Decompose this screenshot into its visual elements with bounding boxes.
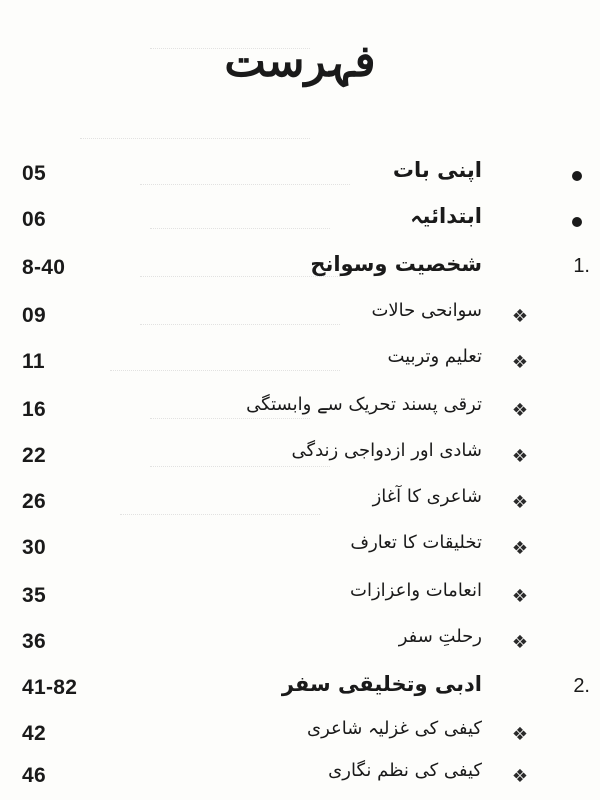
diamond-bullet-icon: ❖	[511, 632, 528, 653]
toc-row	[0, 440, 600, 480]
toc-row	[0, 760, 600, 800]
toc-page-number: 09	[22, 304, 46, 327]
toc-row	[0, 626, 600, 666]
toc-row	[0, 580, 600, 620]
toc-entry-title: انعامات واعزازات	[350, 580, 482, 601]
toc-row	[0, 346, 600, 386]
toc-entry-title: کیفی کی نظم نگاری	[328, 760, 482, 781]
toc-row	[0, 718, 600, 758]
toc-row	[0, 532, 600, 572]
diamond-bullet-icon: ❖	[511, 446, 528, 467]
toc-page-number: 41-82	[22, 676, 78, 699]
diamond-bullet-icon: ❖	[511, 306, 528, 327]
toc-entry-title: ادبی وتخلیقی سفر	[281, 672, 482, 696]
toc-row	[0, 486, 600, 526]
toc-entry-title: اپنی بات	[392, 158, 482, 182]
toc-page-number: 36	[22, 630, 46, 653]
toc-entry-title: شادی اور ازدواجی زندگی	[291, 440, 482, 461]
diamond-bullet-icon: ❖	[511, 766, 528, 787]
toc-page-number: 8-40	[22, 256, 66, 279]
toc-page-number: 42	[22, 722, 46, 745]
bullet-icon	[572, 171, 582, 181]
toc-row	[0, 672, 600, 712]
toc-row	[0, 300, 600, 340]
toc-page-number: 26	[22, 490, 46, 513]
toc-row	[0, 394, 600, 434]
diamond-bullet-icon: ❖	[511, 724, 528, 745]
toc-entry-title: سوانحی حالات	[371, 300, 482, 321]
toc-entry-title: ترقی پسند تحریک سے وابستگی	[246, 394, 482, 415]
page-title: فہرست	[224, 36, 376, 87]
toc-entry-title: شخصیت وسوانح	[310, 252, 482, 276]
toc-entry-title: شاعری کا آغاز	[372, 486, 482, 507]
section-number: 2.	[573, 675, 590, 697]
toc-page-number: 46	[22, 764, 46, 787]
section-number: 1.	[573, 255, 590, 277]
toc-page-number: 06	[22, 208, 46, 231]
toc-page-number: 11	[22, 350, 45, 373]
diamond-bullet-icon: ❖	[511, 586, 528, 607]
diamond-bullet-icon: ❖	[511, 352, 528, 373]
diamond-bullet-icon: ❖	[511, 538, 528, 559]
toc-page-number: 05	[22, 162, 46, 185]
toc-entry-title: ابتدائیہ	[410, 204, 482, 228]
toc-row	[0, 204, 600, 244]
toc-page-number: 35	[22, 584, 46, 607]
diamond-bullet-icon: ❖	[511, 400, 528, 421]
toc-page-number: 22	[22, 444, 46, 467]
toc-row	[0, 252, 600, 292]
toc-entry-title: رحلتِ سفر	[398, 626, 482, 647]
toc-page-number: 16	[22, 398, 46, 421]
toc-entry-title: تعلیم وتربیت	[387, 346, 482, 367]
toc-row	[0, 158, 600, 198]
show-through-mark	[80, 124, 310, 139]
toc-page-number: 30	[22, 536, 46, 559]
bullet-icon	[572, 217, 582, 227]
toc-entry-title: کیفی کی غزلیہ شاعری	[307, 718, 482, 739]
toc-entry-title: تخلیقات کا تعارف	[350, 532, 482, 553]
diamond-bullet-icon: ❖	[511, 492, 528, 513]
